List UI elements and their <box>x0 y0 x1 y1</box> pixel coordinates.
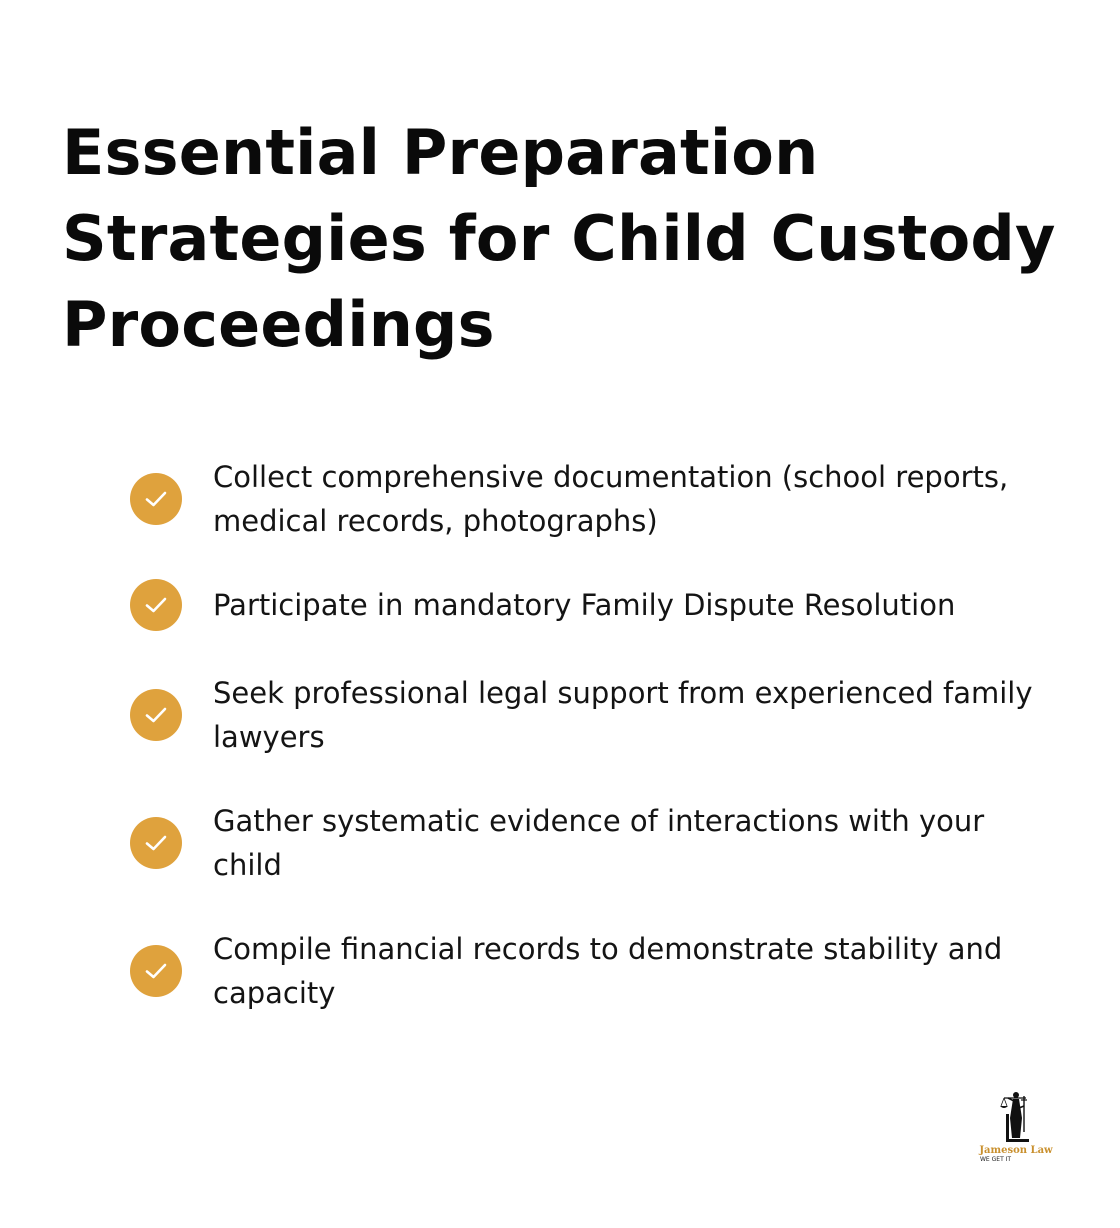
list-item <box>130 927 1060 1015</box>
check-circle-icon <box>130 579 182 631</box>
check-circle-icon <box>130 945 182 997</box>
brand-tagline: WE GET IT <box>980 1156 1012 1163</box>
list-item-text: Seek professional legal support from experienced family lawyers <box>213 676 1033 754</box>
check-circle-icon <box>130 689 182 741</box>
list-item-text: Compile financial records to demonstrate stability and capacity <box>213 932 1003 1010</box>
page-title: Essential Preparation Strategies for Child Custody Proceedings <box>62 116 1056 361</box>
check-circle-icon <box>130 817 182 869</box>
list-item-text: Gather systematic evidence of interactions with your child <box>213 804 985 882</box>
list-item-text: Collect comprehensive documentation (school reports, medical records, photographs) <box>213 460 1009 538</box>
list-item <box>130 583 1060 627</box>
list-item <box>130 671 1060 759</box>
check-circle-icon <box>130 473 182 525</box>
brand-logo <box>976 1088 1056 1168</box>
lady-justice-icon <box>996 1088 1036 1144</box>
checklist <box>130 455 1060 1055</box>
list-item <box>130 455 1060 543</box>
list-item <box>130 799 1060 887</box>
list-item-text: Participate in mandatory Family Dispute Resolution <box>213 588 956 622</box>
brand-name: Jameson Law <box>979 1145 1053 1156</box>
